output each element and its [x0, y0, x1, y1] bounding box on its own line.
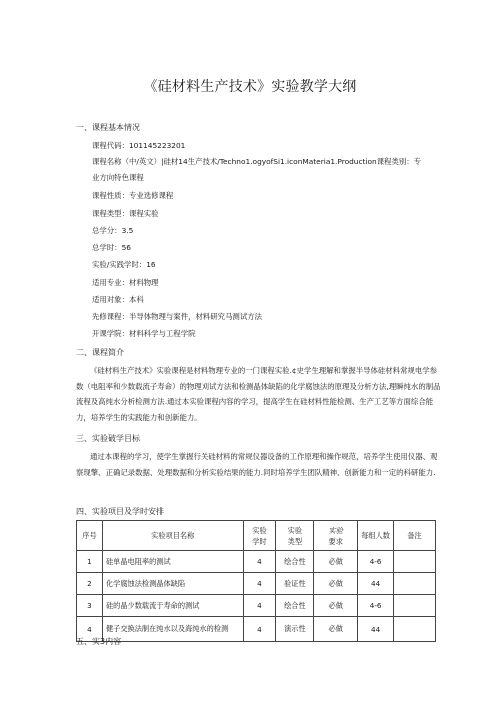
section-1-heading: 一、课程基本情况 — [76, 123, 140, 132]
row-type: 演示性 — [276, 617, 314, 642]
col-header-group-size: 每组人数 — [358, 521, 394, 551]
course-category-cont: 业方向特色课程 — [92, 173, 144, 182]
teaching-goal-text: 通过本课程的学习，使学生掌握行关硅材料的常规仪器设备的工作原理和操作规范，培养学生使用仪器、观察现擎、正确记录数据、处理数据和分析实验结果的能力.同时培养学生团队精神、创新能力和一定的科研能力. — [76, 452, 438, 477]
row-requirement: 必做 — [314, 551, 358, 573]
row-requirement: 必做 — [314, 573, 358, 595]
target-students: 适用对象：本科 — [92, 295, 144, 304]
section-5-heading: 五、实3内容 — [76, 637, 122, 646]
row-note — [394, 551, 436, 573]
row-note — [394, 573, 436, 595]
row-name: 化学腐蚀法检测晶体缺陷 — [102, 573, 243, 595]
course-type: 课程类型：课程实验 — [92, 209, 159, 218]
course-intro-text: 《硅材料生产技术》实验课程是材料物理专业的一门课程实验.¢史学生理解和掌握半导体硅材料常规电学参数（电阻率和少数载流子寿命）的物理刈试方法和检测晶体缺陷的化学腐蚀法的原理及分析方法,理瞬纯水的制品流程及高纯水分析检测方法.通过本实验课程内容的学习，提高学生在硅材料性能检测、生产工艺等方面综合能力，培养学生的实践能力和创新能力。 — [76, 366, 441, 422]
row-hours: 4 — [243, 595, 276, 617]
row-name: 健子交换法制在纯水以及海纯水的检测 — [102, 617, 243, 642]
table-row — [77, 595, 436, 617]
col-header-name: 实验项目名称 — [102, 521, 243, 551]
table-header-row — [77, 521, 436, 551]
row-hours: 4 — [243, 551, 276, 573]
row-hours: 4 — [243, 617, 276, 642]
row-name: 硅的晶少数载流于寿命的测试 — [102, 595, 243, 617]
row-no: 1 — [77, 551, 103, 573]
row-type: 绘合性 — [276, 551, 314, 573]
row-note — [394, 617, 436, 642]
row-group-size: 44 — [358, 573, 394, 595]
document-title: 《硅材料生产技术》实验教学大纲 — [143, 79, 357, 95]
course-intro-paragraph — [76, 363, 442, 425]
row-no: 2 — [77, 573, 103, 595]
total-credits: 总学分：3.5 — [92, 226, 134, 235]
offering-college: 开课学院：材料科学与工程学院 — [92, 329, 196, 338]
row-group-size: 4-6 — [358, 595, 394, 617]
col-header-type: 实验 类型 — [276, 521, 314, 551]
table-row — [77, 551, 436, 573]
row-hours: 4 — [243, 573, 276, 595]
row-type: 绘合性 — [276, 595, 314, 617]
section-2-heading: 二、课程简介 — [76, 348, 124, 357]
row-no: 3 — [77, 595, 103, 617]
lab-hours: 实验/实践学时：16 — [92, 260, 156, 269]
course-code: 课程代码：101145223201 — [92, 141, 186, 150]
total-hours: 总学时：56 — [92, 243, 131, 252]
col-header-hours: 实验 学时 — [243, 521, 276, 551]
col-header-note: 备注 — [394, 521, 436, 551]
prerequisites: 先修课程：半导体物理与案件，材料研究马测试方法 — [92, 312, 262, 321]
row-requirement: 必做 — [314, 595, 358, 617]
applicable-major: 适用专业：材料物理 — [92, 278, 159, 287]
row-no: 4 — [77, 617, 103, 642]
course-nature: 课程性质：专业选修课程 — [92, 191, 174, 200]
row-group-size: 4-6 — [358, 551, 394, 573]
row-type: 验证性 — [276, 573, 314, 595]
col-header-no: 序号 — [77, 521, 103, 551]
row-requirement: 必做 — [314, 617, 358, 642]
row-group-size: 44 — [358, 617, 394, 642]
section-4-heading: 四、实验项目及学时安排 — [76, 507, 164, 516]
course-name: 课程名称（中/英文）|硅材14生产技术/Techno1.ogyofSi1.iconMateria1.Production课程类别：专 — [92, 157, 422, 166]
row-note — [394, 595, 436, 617]
teaching-goal-paragraph — [76, 449, 442, 480]
col-header-requirement: 实验 要求 — [314, 521, 358, 551]
row-name: 硅单晶电阻率的测试 — [102, 551, 243, 573]
section-3-heading: 三、实验破学目标 — [76, 434, 140, 443]
experiment-schedule-table — [76, 520, 436, 642]
table-row — [77, 573, 436, 595]
table-row — [77, 617, 436, 642]
